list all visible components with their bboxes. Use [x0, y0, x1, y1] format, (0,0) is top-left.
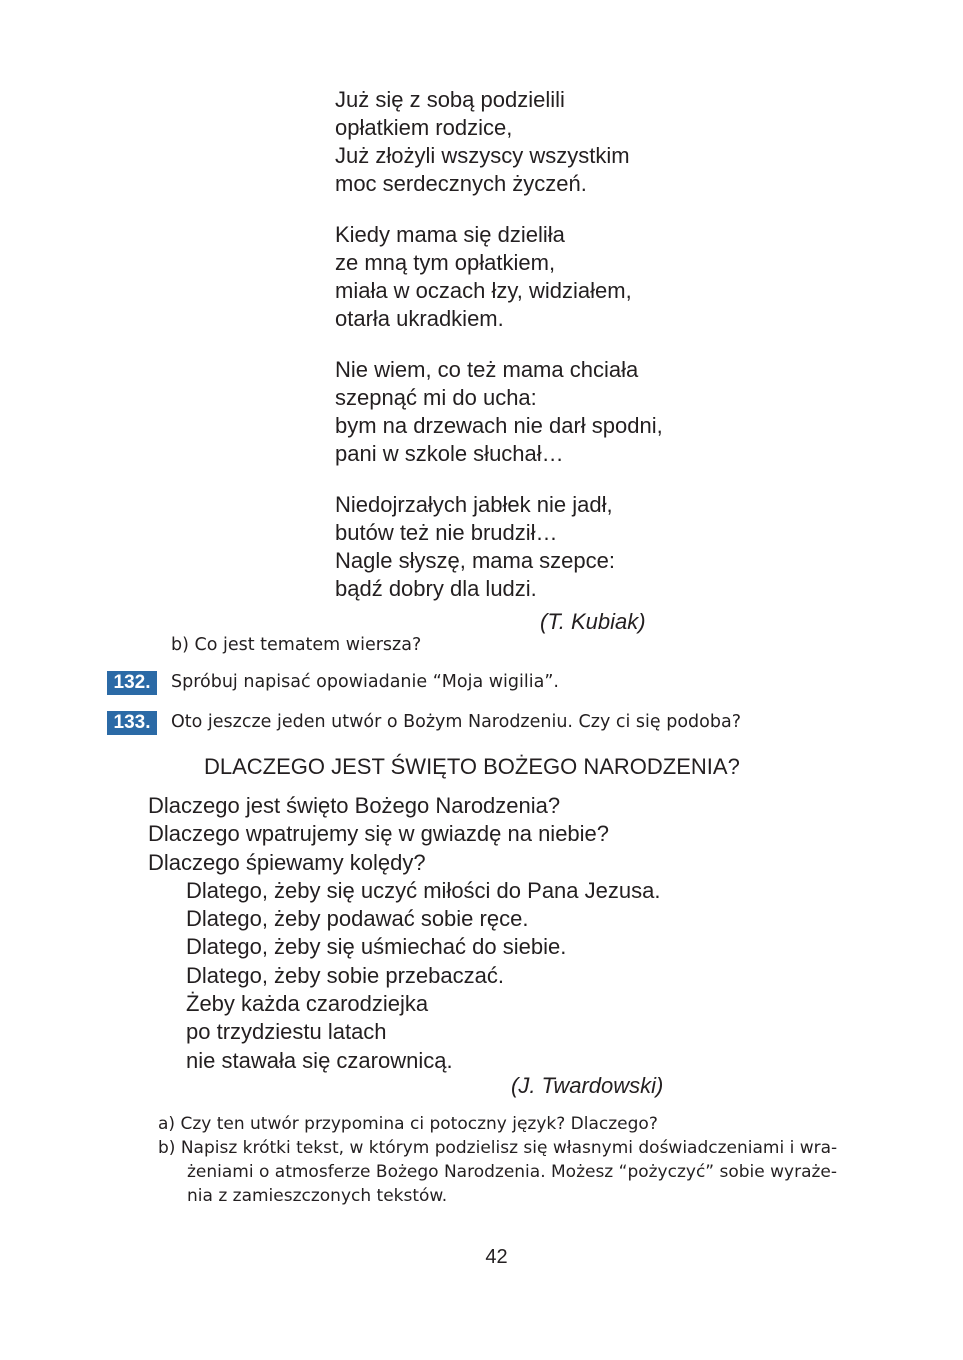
stanza-1	[335, 86, 663, 198]
poem-line: Nagle słyszę, mama szepce:	[335, 548, 615, 573]
poem-line: Już się z sobą podzielili	[335, 87, 565, 112]
poem-line: Dlatego, żeby podawać sobie ręce.	[186, 906, 529, 932]
poem-line: miała w oczach łzy, widziałem,	[335, 278, 632, 303]
poem-line: Żeby każda czarodziejka	[186, 991, 429, 1017]
task-b-continuation: nia z zamieszczonych tekstów.	[187, 1186, 448, 1206]
poem-line: po trzydziestu latach	[186, 1019, 387, 1045]
poem-author-kubiak: (T. Kubiak)	[540, 609, 646, 634]
poem-line: Dlatego, żeby się uczyć miłości do Pana Jezusa.	[186, 877, 661, 903]
poem-line: Kiedy mama się dzieliła	[335, 222, 565, 247]
page-number: 42	[485, 1246, 508, 1268]
poem-line: Dlatego, żeby sobie przebaczać.	[186, 962, 504, 988]
poem-line: bądź dobry dla ludzi.	[335, 576, 537, 601]
exercise-number-badge: 132.	[107, 671, 157, 695]
poem-title: DLACZEGO JEST ŚWIĘTO BOŻEGO NARODZENIA?	[204, 754, 740, 779]
exercise-number-badge: 133.	[107, 711, 157, 735]
task-b-continuation: żeniami o atmosferze Bożego Narodzenia. Możesz “pożyczyć” sobie wyraże-	[187, 1162, 838, 1182]
task-b: b) Napisz krótki tekst, w którym podzielisz się własnymi doświadczeniami i wra-	[158, 1138, 838, 1158]
stanza-4	[335, 491, 663, 603]
poem-line: moc serdecznych życzeń.	[335, 171, 587, 196]
poem-line: Niedojrzałych jabłek nie jadł,	[335, 492, 613, 517]
poem-author-twardowski: (J. Twardowski)	[511, 1073, 664, 1098]
poem-line: Dlaczego śpiewamy kolędy?	[148, 849, 426, 875]
poem-line: Dlaczego jest święto Bożego Narodzenia?	[148, 793, 561, 818]
poem-line: butów też nie brudził…	[335, 520, 558, 545]
stanza-3	[335, 356, 663, 468]
poem-line: Nie wiem, co też mama chciała	[335, 357, 639, 382]
poem-line: Dlaczego wpatrujemy się w gwiazdę na niebie?	[148, 821, 610, 847]
poem-line: szepnąć mi do ucha:	[335, 385, 537, 410]
stanza-2	[335, 221, 663, 333]
poem-line: pani w szkole słuchał…	[335, 441, 564, 466]
poem-line: Dlatego, żeby się uśmiechać do siebie.	[186, 934, 567, 960]
poem-line: nie stawała się czarownicą.	[186, 1047, 453, 1073]
poem-twardowski	[148, 792, 660, 1075]
poem-line: Już złożyli wszyscy wszystkim	[335, 143, 630, 168]
poem-line: otarła ukradkiem.	[335, 306, 504, 331]
poem-line: opłatkiem rodzice,	[335, 115, 513, 140]
poem-line: bym na drzewach nie darł spodni,	[335, 413, 663, 438]
task-a: a) Czy ten utwór przypomina ci potoczny język? Dlaczego?	[158, 1114, 658, 1134]
tasks	[158, 1112, 888, 1208]
exercise-text: Spróbuj napisać opowiadanie “Moja wigilia”.	[171, 672, 559, 692]
poem-line: ze mną tym opłatkiem,	[335, 250, 556, 275]
poem-kubiak	[335, 86, 663, 603]
exercise-text: Oto jeszcze jeden utwór o Bożym Narodzeniu. Czy ci się podoba?	[171, 712, 741, 732]
question-b: b) Co jest tematem wiersza?	[171, 635, 422, 655]
